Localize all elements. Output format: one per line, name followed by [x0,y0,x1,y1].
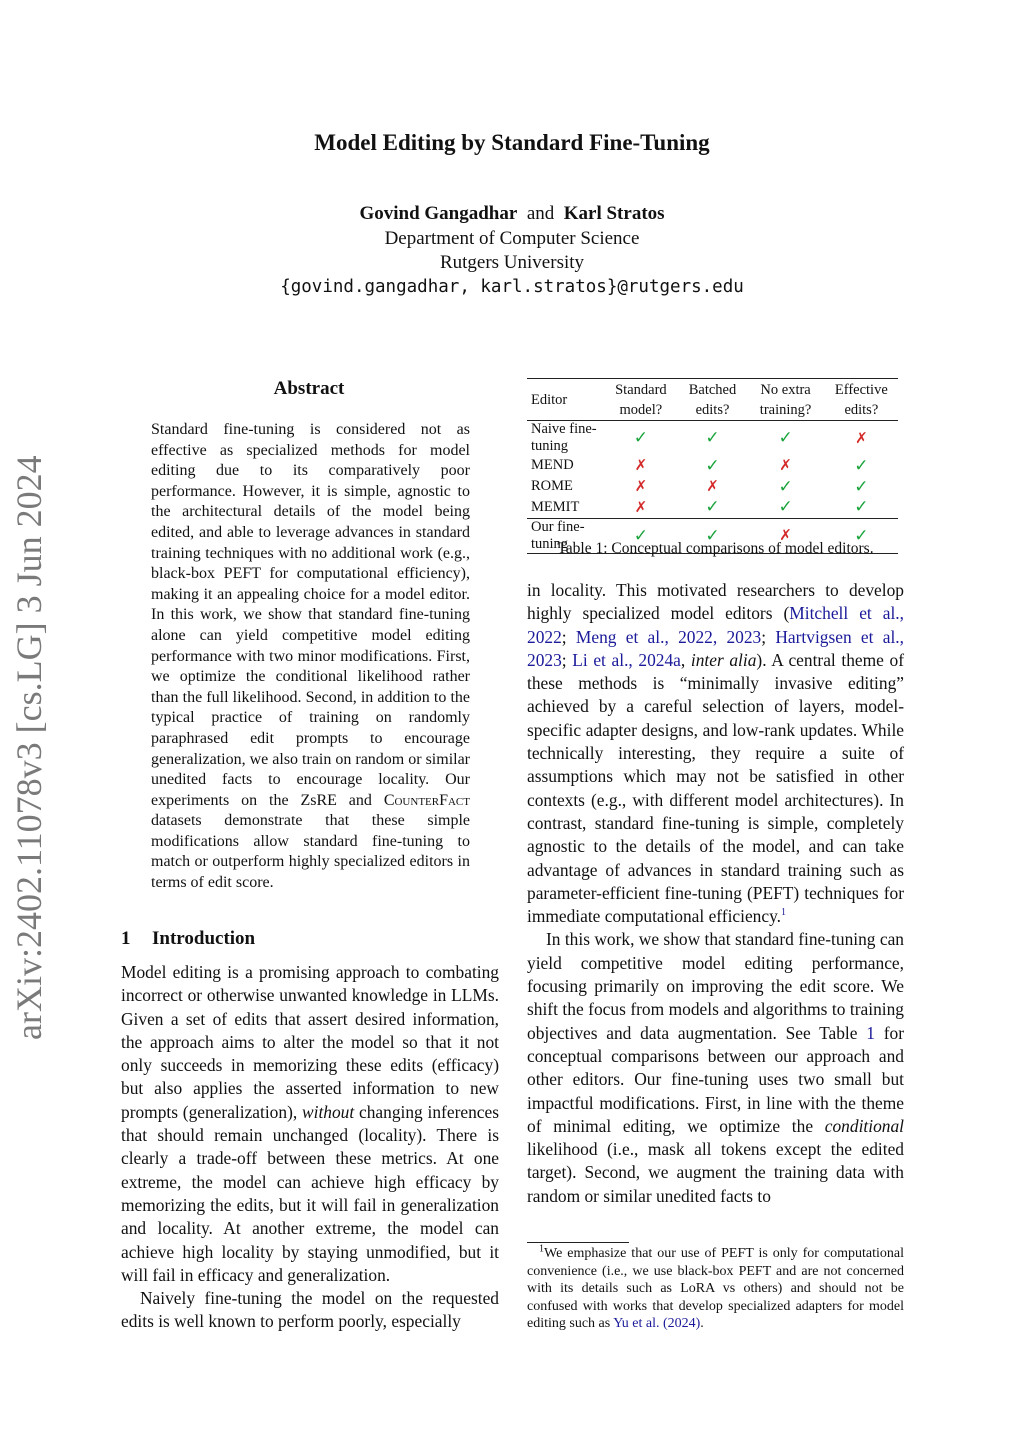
mark [603,476,678,497]
affiliation-univ: Rutgers University [439,252,585,273]
cross-icon: ✗ [779,526,792,544]
check-icon: ✓ [633,525,648,546]
authors [0,203,1024,225]
check-icon: ✓ [705,455,720,476]
table-row [527,497,898,518]
mark [603,455,678,476]
mark [603,497,678,518]
intro-paragraph-2: Naively fine-tuning the model on the requested edits is well known to perform poorly, especially [121,1288,499,1332]
mark [679,497,747,518]
mark [825,421,898,456]
mark [679,455,747,476]
section-title: Introduction [152,928,256,949]
editor-name: MEMIT [531,498,580,515]
mark [746,421,824,456]
editor-name: MEND [531,457,574,473]
author-1: Govind Gangadhar [359,203,518,224]
comparison-table [527,378,898,554]
check-icon: ✓ [854,497,869,518]
header-standard-model: Standard model? [615,381,667,418]
arxiv-stamp: arXiv:2402.11078v3 [cs.LG] 3 Jun 2024 [9,455,49,1040]
mark [746,497,824,518]
table-row [527,421,898,456]
cross-icon: ✗ [855,428,868,447]
footnote-number: 1 [539,1243,544,1255]
intro-right-column [527,579,904,1208]
header-no-extra-training: No extra training? [759,381,812,418]
abstract-heading: Abstract [273,378,345,399]
mark [603,421,678,456]
author-2: Karl Stratos [563,203,665,224]
section-number: 1 [121,928,131,949]
mark [746,476,824,497]
abstract-body: Standard fine-tuning is considered not as effective as specialized methods for model editing due to its comparatively poor performance. However, it is simple, agnostic to the architectural details of the model being edited, and able to leverage advances in standard training techniques with no additional work (e.g., black-box PEFT for computational efficiency), making it an appealing choice for a model editor. In this work, we show that standard fine-tuning alone can yield competitive model editing performance with two minor modifications. First, we optimize the conditional likelihood rather than the full likelihood. Second, in addition to the typical practice of training on randomly paraphrased edit prompts to encourage generalization, we also train on random or similar unedited facts to encourage locality. Our experiments on the ZsRE and CounterFact datasets demonstrate that these simple modifications allow standard fine-tuning to match or outperform highly specialized editors in terms of edit score. [151,421,471,892]
check-icon: ✓ [705,428,720,448]
header-batched-edits: Batched edits? [688,381,737,418]
paper-title: Model Editing by Standard Fine-Tuning [314,130,710,155]
editor-name: Naive fine-tuning [531,421,597,454]
section-heading-introduction [121,928,255,950]
table-caption: Table 1: Conceptual comparisons of model editors. [557,540,874,557]
mark [746,455,824,476]
authors-and: and [526,203,555,224]
header-editor: Editor [531,391,568,408]
citation-link[interactable]: Li et al., 2024a [572,649,681,670]
table-row [527,476,898,497]
check-icon: ✓ [854,476,869,497]
counterfact-dataset: CounterFact [383,791,470,809]
citation-link[interactable]: Meng et al., 2022, 2023 [575,626,762,647]
editor-name: ROME [531,478,573,494]
author-email: {govind.gangadhar, karl.stratos}@rutgers.edu [280,277,744,297]
mark [679,421,747,456]
citation-link[interactable]: Mitchell et al., 2022 [527,603,904,647]
affiliation-dept: Department of Computer Science [384,228,640,249]
intro-paragraph-4: In this work, we show that standard fine-tuning can yield competitive model editing performance, focusing primarily on improving the edit score. We shift the focus from models and algorithms to training objectives and data augmentation. See Table 1 for conceptual comparisons between our approach and other editors. Our fine-tuning uses two small but impactful modifications. First, in line with the theme of minimal editing, we optimize the conditional likelihood (i.e., mask all tokens except the edited target). Second, we augment the training data with random or similar unedited facts to [527,929,904,1206]
table-ref-link[interactable]: 1 [866,1022,875,1043]
mark [825,455,898,476]
check-icon: ✓ [854,525,869,546]
intro-paragraph-1: Model editing is a promising approach to combating incorrect or otherwise unwanted knowledge in LLMs. Given a set of edits that assert desired information, the approach aims to alter the model so that it not only succeeds in memorizing these edits (efficacy) but also applies the asserted information to new prompts (generalization), without changing inferences that should remain unchanged (locality). There is clearly a trade-off between these metrics. At one extreme, the model can achieve high efficacy by memorizing the edits, but it will fail in generalization and locality. At another extreme, the model can achieve high locality by staying unmodified, but it will fail in efficacy and generalization. [121,962,499,1285]
table-row [527,455,898,476]
cross-icon: ✗ [779,456,792,474]
mark [825,476,898,497]
check-icon: ✓ [778,428,793,448]
check-icon: ✓ [633,428,648,448]
check-icon: ✓ [854,455,869,476]
check-icon: ✓ [778,497,793,518]
citation-link[interactable]: Hartvigsen et al., 2023 [527,626,904,670]
intro-left-column [121,961,499,1334]
check-icon: ✓ [705,525,720,546]
cross-icon: ✗ [634,497,648,516]
intro-paragraph-3: in locality. This motivated researchers to develop highly specialized model editors (Mitchell et al., 2022; Meng et al., 2022, 2023; Hartvigsen et al., 2023; Li et al., 2024a, inter alia). A central theme of these methods is “minimally invasive editing” achieved by a careful selection of layers, model-specific adapter designs, and low-rank updates. While technically interesting, they require a suite of assumptions which may not be satisfied in other contexts (e.g., with different model architectures). In contrast, standard fine-tuning is simple, completely agnostic to the details of the model, and can take advantage of advances in standard training such as parameter-efficient fine-tuning (PEFT) techniques for immediate computational efficiency.$^1$ [527,580,905,927]
footnote: $^1$We emphasize that our use of PEFT is only for computational convenience (i.e., we use black-box PEFT and are not concerned with its details such as LoRA vs others) and should not be confused with works that develop specialized adapters for model editing such as Yu et al. (2024). [527,1243,904,1332]
footnote-mark[interactable]: 1 [781,907,786,919]
mark [679,476,747,497]
mark [825,497,898,518]
editor-name: Our fine-tuning [531,518,585,552]
header-effective-edits: Effective edits? [834,381,888,418]
check-icon: ✓ [705,497,720,518]
citation-link[interactable]: Yu et al. (2024) [613,1316,701,1332]
cross-icon: ✗ [706,477,719,495]
cross-icon: ✗ [634,456,648,474]
check-icon: ✓ [778,476,793,497]
cross-icon: ✗ [634,477,648,495]
